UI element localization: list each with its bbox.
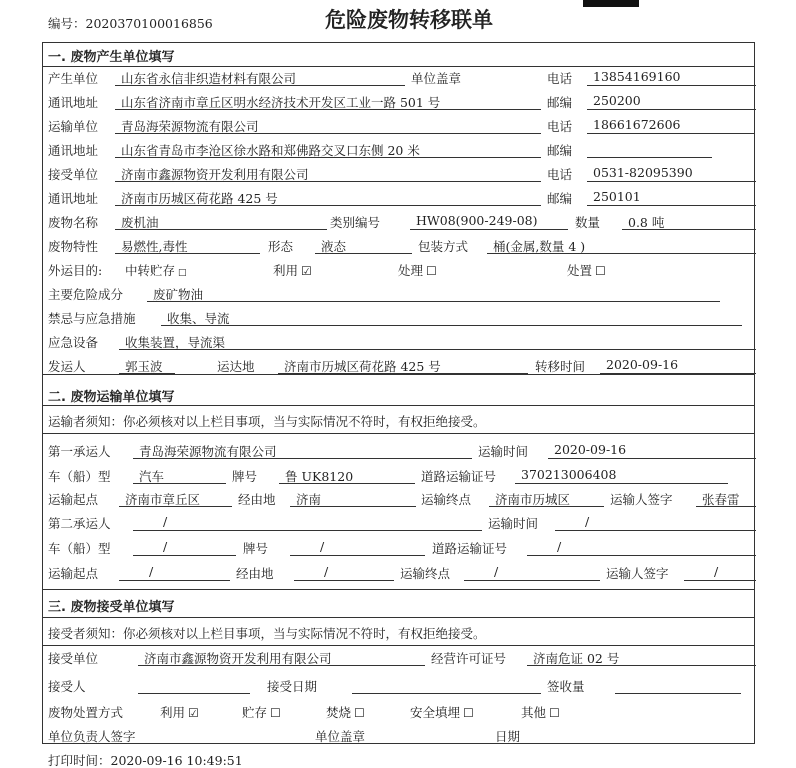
label: 接受日期 — [267, 679, 318, 694]
label: 电话 — [547, 71, 573, 86]
license-field[interactable]: 济南危证 02 号 — [527, 649, 756, 666]
method-incinerate[interactable] — [326, 703, 365, 721]
label: 牌号 — [232, 469, 258, 484]
label: 运输起点 — [48, 492, 99, 507]
qr-code-fragment — [583, 0, 639, 7]
section-1-title: 一. 废物产生单位填写 — [48, 50, 175, 65]
row-transport — [0, 117, 796, 137]
label: 接受单位 — [48, 651, 99, 666]
equipment-field[interactable]: 收集装置，导流渠 — [119, 333, 756, 350]
label: 运输起点 — [48, 566, 99, 581]
transport-phone-field[interactable]: 18661672606 — [587, 117, 754, 134]
section-2-title: 二. 废物运输单位填写 — [48, 390, 175, 405]
producer-zip-field[interactable]: 250200 — [587, 93, 756, 110]
carrier-1-time-field[interactable]: 2020-09-16 — [548, 442, 756, 459]
label: 运输终点 — [421, 492, 472, 507]
section-3-title: 三. 废物接受单位填写 — [48, 600, 175, 615]
permit-field[interactable]: / — [527, 539, 756, 556]
number-value: 2020370100016856 — [85, 16, 213, 31]
start-field[interactable]: 济南市章丘区 — [119, 490, 232, 507]
row-carrier-1-vehicle — [0, 467, 796, 487]
row-sender — [0, 357, 796, 377]
option-label: 中转贮存 — [125, 263, 176, 278]
print-time — [48, 751, 243, 768]
divider — [42, 617, 755, 618]
label: 道路运输证号 — [421, 469, 497, 484]
checkbox-checked-icon[interactable]: ☑ — [188, 706, 199, 720]
label: 转移时间 — [535, 359, 586, 374]
carrier-1-field[interactable]: 青岛海荣源物流有限公司 — [133, 442, 472, 459]
option-label: 利用 — [273, 263, 299, 278]
taboo-field[interactable]: 收集、导流 — [161, 309, 742, 326]
label: 应急设备 — [48, 335, 99, 350]
label: 外运目的: — [48, 263, 103, 278]
checkbox-checked-icon[interactable]: ☑ — [301, 264, 312, 278]
option-label: 焚烧 — [326, 705, 352, 720]
row-producer-address — [0, 93, 796, 113]
label: 邮编 — [547, 191, 573, 206]
row-taboo — [0, 309, 796, 329]
signed-quantity-field[interactable] — [615, 677, 741, 694]
divider — [42, 645, 755, 646]
receive-date-field[interactable] — [352, 677, 541, 694]
purpose-transfer-storage[interactable] — [125, 261, 187, 279]
property-field[interactable]: 易燃性,毒性 — [115, 237, 260, 254]
via-field[interactable]: / — [294, 564, 394, 581]
option-label: 贮存 — [242, 705, 268, 720]
label: 车（船）型 — [48, 541, 111, 556]
print-time-label: 打印时间： — [48, 753, 111, 768]
transporter-notice: 运输者须知：你必须核对以上栏目事项，当与实际情况不符时，有权拒绝接受。 — [48, 414, 486, 429]
signature-field[interactable]: / — [684, 564, 756, 581]
category-field[interactable]: HW08(900-249-08) — [410, 213, 568, 230]
option-label: 处置 — [567, 263, 593, 278]
label: 电话 — [547, 119, 573, 134]
option-label: 处理 — [398, 263, 424, 278]
row-waste-name — [0, 213, 796, 233]
checkbox-icon[interactable]: ☐ — [426, 264, 437, 278]
label: 邮编 — [547, 95, 573, 110]
receiver-zip-field[interactable]: 250101 — [587, 189, 756, 206]
label: 包装方式 — [418, 239, 469, 254]
checkbox-icon[interactable]: ☐ — [354, 706, 365, 720]
row-receiver — [0, 165, 796, 185]
receiver-phone-field[interactable]: 0531-82095390 — [587, 165, 756, 182]
label: 运输终点 — [400, 566, 451, 581]
row-receiver-person — [0, 677, 796, 697]
label: 运输时间 — [488, 516, 539, 531]
label: 运输单位 — [48, 119, 99, 134]
row-carrier-2 — [0, 514, 796, 534]
label: 单位盖章 — [315, 729, 366, 744]
row-waste-property — [0, 237, 796, 257]
method-landfill[interactable] — [410, 703, 474, 721]
label: 废物特性 — [48, 239, 99, 254]
row-producer — [0, 69, 796, 89]
label: 经由地 — [236, 566, 274, 581]
carrier-2-time-field[interactable]: / — [555, 514, 756, 531]
end-field[interactable]: 济南市历城区 — [489, 490, 604, 507]
via-field[interactable]: 济南 — [290, 490, 416, 507]
producer-phone-field[interactable]: 13854169160 — [587, 69, 756, 86]
label: 禁忌与应急措施 — [48, 311, 136, 326]
transport-address-field[interactable]: 山东省青岛市李沧区徐水路和郑佛路交叉口东侧 20 米 — [115, 141, 541, 158]
purpose-dispose[interactable] — [567, 261, 606, 279]
label: 单位盖章 — [411, 71, 462, 86]
label: 电话 — [547, 167, 573, 182]
row-hazard — [0, 285, 796, 305]
hazard-field[interactable]: 废矿物油 — [147, 285, 720, 302]
row-transport-address — [0, 141, 796, 161]
row-purpose — [0, 261, 796, 281]
label: 道路运输证号 — [432, 541, 508, 556]
label: 废物处置方式 — [48, 705, 124, 720]
number-label: 编号： — [48, 16, 86, 31]
label: 运输人签字 — [610, 492, 673, 507]
checkbox-icon[interactable]: ☐ — [463, 706, 474, 720]
purpose-treat[interactable] — [398, 261, 437, 279]
label: 运输人签字 — [606, 566, 669, 581]
receiver-notice: 接受者须知：你必须核对以上栏目事项，当与实际情况不符时，有权拒绝接受。 — [48, 626, 486, 641]
method-storage[interactable] — [242, 703, 281, 721]
label: 发运人 — [48, 359, 86, 374]
label: 类别编号 — [330, 215, 381, 230]
label: 运达地 — [217, 359, 255, 374]
row-carrier-2-vehicle — [0, 539, 796, 559]
vehicle-type-field[interactable]: / — [133, 539, 236, 556]
form-field[interactable]: 液态 — [315, 237, 412, 254]
manifest-number — [48, 14, 213, 32]
head-signature-field[interactable] — [198, 727, 303, 744]
label: 经由地 — [238, 492, 276, 507]
label: 第二承运人 — [48, 516, 111, 531]
label: 废物名称 — [48, 215, 99, 230]
destination-field[interactable]: 济南市历城区荷花路 425 号 — [278, 357, 528, 374]
divider — [42, 433, 755, 434]
option-label: 利用 — [160, 705, 186, 720]
row-carrier-2-route — [0, 564, 796, 584]
label: 通讯地址 — [48, 143, 99, 158]
page-title: 危险废物转移联单 — [325, 8, 493, 32]
transport-zip-field[interactable] — [587, 141, 712, 158]
label: 牌号 — [243, 541, 269, 556]
start-field[interactable]: / — [119, 564, 230, 581]
label: 运输时间 — [478, 444, 529, 459]
waste-name-field[interactable]: 废机油 — [115, 213, 327, 230]
plate-field[interactable]: / — [290, 539, 425, 556]
row-disposal-method — [0, 703, 796, 723]
package-field[interactable]: 桶(金属,数量 4 ) — [487, 237, 756, 254]
label: 形态 — [268, 239, 294, 254]
producer-address-field[interactable]: 山东省济南市章丘区明水经济技术开发区工业一路 501 号 — [115, 93, 541, 110]
vehicle-type-field[interactable]: 汽车 — [133, 467, 226, 484]
label: 日期 — [495, 729, 521, 744]
divider — [42, 589, 755, 590]
receiver-person-field[interactable] — [138, 677, 250, 694]
option-label: 安全填埋 — [410, 705, 461, 720]
divider — [42, 405, 755, 406]
transport-field[interactable]: 青岛海荣源物流有限公司 — [115, 117, 541, 134]
checkbox-icon[interactable]: ☐ — [595, 264, 606, 278]
label: 接受单位 — [48, 167, 99, 182]
row-receiver-address — [0, 189, 796, 209]
purpose-utilize[interactable] — [273, 261, 312, 279]
label: 第一承运人 — [48, 444, 111, 459]
end-field[interactable]: / — [464, 564, 600, 581]
label: 通讯地址 — [48, 95, 99, 110]
plate-field[interactable]: 鲁 UK8120 — [279, 467, 415, 484]
label: 接受人 — [48, 679, 86, 694]
label: 经营许可证号 — [431, 651, 507, 666]
label: 数量 — [575, 215, 601, 230]
row-receiving-unit — [0, 649, 796, 669]
print-time-value: 2020-09-16 10:49:51 — [110, 753, 243, 768]
label: 邮编 — [547, 143, 573, 158]
receiving-unit-field[interactable]: 济南市鑫源物资开发利用有限公司 — [138, 649, 425, 666]
checkbox-icon[interactable]: ☐ — [270, 706, 281, 720]
signature-field[interactable]: 张春雷 — [696, 490, 756, 507]
option-label: 其他 — [521, 705, 547, 720]
transfer-time-field[interactable]: 2020-09-16 — [600, 357, 756, 374]
label: 签收量 — [547, 679, 585, 694]
producer-field[interactable]: 山东省永信非织造材料有限公司 — [115, 69, 405, 86]
label: 主要危险成分 — [48, 287, 124, 302]
permit-field[interactable]: 370213006408 — [515, 467, 728, 484]
row-carrier-1-route — [0, 490, 796, 510]
checkbox-icon[interactable]: □ — [178, 268, 187, 278]
quantity-field[interactable]: 0.8 吨 — [622, 213, 756, 230]
row-equipment — [0, 333, 796, 353]
row-head-sign — [0, 727, 796, 747]
label: 单位负责人签字 — [48, 729, 136, 744]
method-other[interactable] — [521, 703, 560, 721]
row-carrier-1 — [0, 442, 796, 462]
receiver-field[interactable]: 济南市鑫源物资开发利用有限公司 — [115, 165, 541, 182]
date-field[interactable] — [548, 727, 736, 744]
carrier-2-field[interactable]: / — [133, 514, 482, 531]
label: 车（船）型 — [48, 469, 111, 484]
label: 通讯地址 — [48, 191, 99, 206]
checkbox-icon[interactable]: ☐ — [549, 706, 560, 720]
divider — [42, 66, 755, 67]
label: 产生单位 — [48, 71, 99, 86]
receiver-address-field[interactable]: 济南市历城区荷花路 425 号 — [115, 189, 541, 206]
method-utilize[interactable] — [160, 703, 199, 721]
sender-field[interactable]: 郭玉波 — [119, 357, 175, 374]
